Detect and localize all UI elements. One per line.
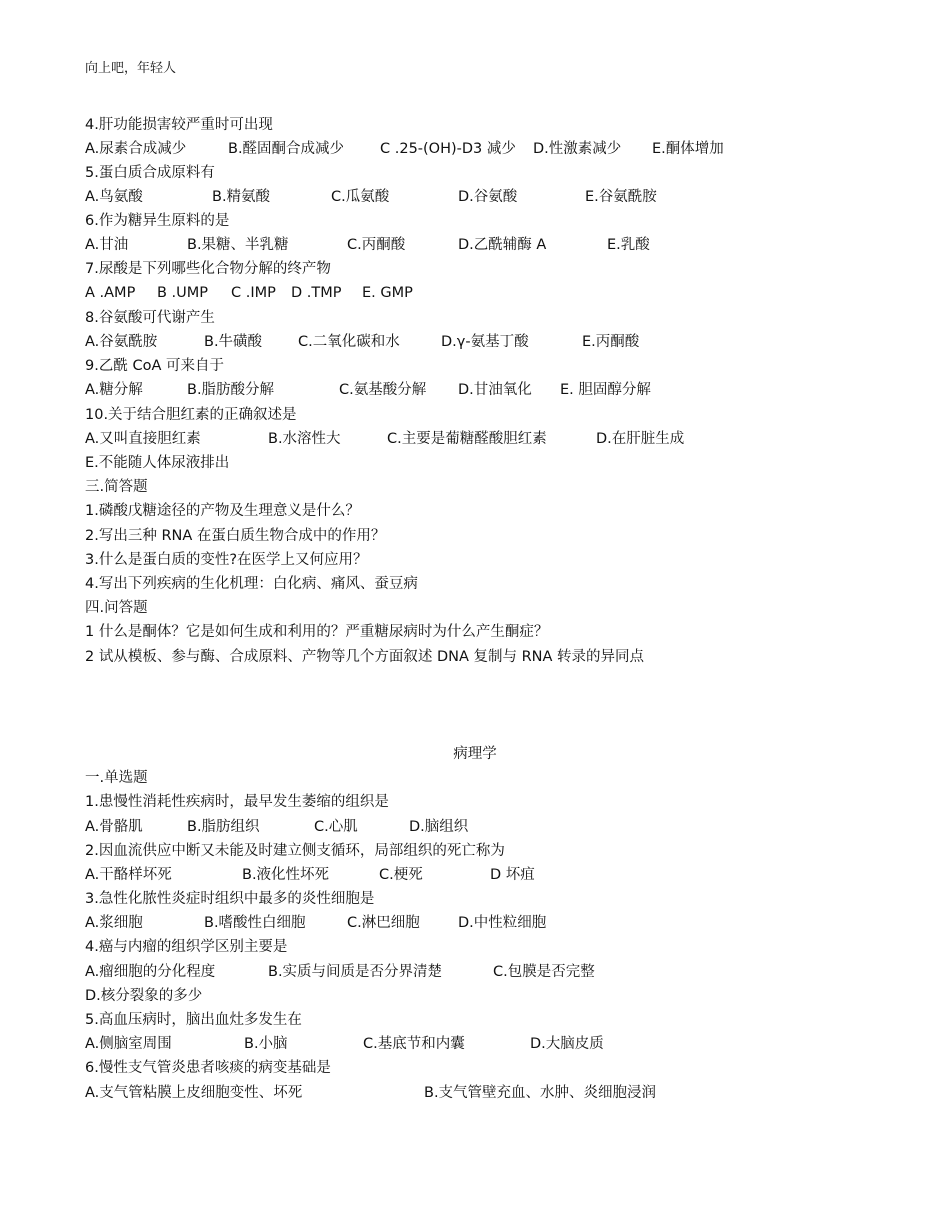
option: D.核分裂象的多少 (85, 988, 203, 1004)
option: A.瘤细胞的分化程度 (85, 964, 216, 980)
option: B.牛磺酸 (204, 334, 263, 350)
option: D.性激素减少 (533, 141, 622, 157)
option: A.又叫直接胆红素 (85, 431, 201, 447)
option: E. 胆固醇分解 (560, 382, 651, 398)
question-stem: 3.急性化脓性炎症时组织中最多的炎性细胞是 (85, 891, 375, 907)
option: E.谷氨酰胺 (585, 189, 657, 205)
option-row (85, 427, 885, 451)
option: B.小脑 (244, 1036, 288, 1052)
option: B .UMP (157, 285, 209, 301)
option-row (85, 911, 885, 935)
question-stem: 7.尿酸是下列哪些化合物分解的终产物 (85, 261, 331, 277)
option: C.丙酮酸 (347, 237, 406, 253)
option: C.瓜氨酸 (331, 189, 390, 205)
short-answer-item: 1.磷酸戊糖途径的产物及生理意义是什么？ (85, 503, 360, 519)
option-row (85, 185, 885, 209)
option: C.二氧化碳和水 (298, 334, 400, 350)
option-row (85, 960, 885, 984)
option: A .AMP (85, 285, 136, 301)
option: C.基底节和内囊 (363, 1036, 465, 1052)
option: C.主要是葡糖醛酸胆红素 (387, 431, 547, 447)
option-row (85, 137, 885, 161)
option: E.丙酮酸 (582, 334, 640, 350)
option: B.果糖、半乳糖 (187, 237, 289, 253)
essay-item: 2 试从模板、参与酶、合成原料、产物等几个方面叙述 DNA 复制与 RNA 转录的异同点 (85, 649, 645, 665)
option: A.骨骼肌 (85, 819, 143, 835)
option: D.中性粒细胞 (458, 915, 547, 931)
option: D .TMP (291, 285, 342, 301)
question-stem: 6.作为糖异生原料的是 (85, 213, 230, 229)
option: E.酮体增加 (652, 141, 724, 157)
option: A.甘油 (85, 237, 129, 253)
option: B.精氨酸 (212, 189, 271, 205)
option-row (85, 378, 885, 402)
question-stem: 6.慢性支气管炎患者咳痰的病变基础是 (85, 1060, 331, 1076)
option: B.醛固酮合成减少 (228, 141, 345, 157)
option: D.甘油氧化 (458, 382, 532, 398)
page-header: 向上吧，年轻人 (85, 61, 177, 76)
question-stem: 4.癌与内瘤的组织学区别主要是 (85, 939, 288, 955)
option: D.乙酰辅酶 A (458, 237, 547, 253)
option: E.乳酸 (607, 237, 650, 253)
essay-item: 1 什么是酮体？它是如何生成和利用的？严重糖尿病时为什么产生酮症？ (85, 624, 549, 640)
option: B.实质与间质是否分界清楚 (268, 964, 443, 980)
question-stem: 9.乙酰 CoA 可来自于 (85, 358, 224, 374)
option: D.在肝脏生成 (596, 431, 685, 447)
option-row (85, 1081, 885, 1105)
option: C .25-(OH)-D3 减少 (380, 141, 516, 157)
option: D.γ-氨基丁酸 (441, 334, 529, 350)
option-row (85, 233, 885, 257)
section-title: 病理学 (453, 746, 497, 762)
option: B.脂肪酸分解 (187, 382, 275, 398)
question-stem: 10.关于结合胆红素的正确叙述是 (85, 407, 297, 423)
option: A.糖分解 (85, 382, 143, 398)
option: A.谷氨酰胺 (85, 334, 158, 350)
option-row (85, 281, 885, 305)
option: A.支气管粘膜上皮细胞变性、坏死 (85, 1085, 303, 1101)
option-row (85, 815, 885, 839)
option: D.大脑皮质 (530, 1036, 604, 1052)
option: E. GMP (362, 285, 413, 301)
option: B.嗜酸性白细胞 (204, 915, 306, 931)
option-row (85, 863, 885, 887)
option: C.包膜是否完整 (493, 964, 595, 980)
option: A.浆细胞 (85, 915, 143, 931)
short-answer-item: 4.写出下列疾病的生化机理：白化病、痛风、蚕豆病 (85, 576, 418, 592)
section-heading: 四.问答题 (85, 600, 148, 616)
option: C.梗死 (379, 867, 423, 883)
option: A.侧脑室周围 (85, 1036, 172, 1052)
option: B.支气管壁充血、水肿、炎细胞浸润 (424, 1085, 657, 1101)
option: C .IMP (231, 285, 276, 301)
question-stem: 5.蛋白质合成原料有 (85, 165, 215, 181)
option: C.淋巴细胞 (347, 915, 420, 931)
short-answer-item: 3.什么是蛋白质的变性?在医学上又何应用？ (85, 552, 368, 568)
option-row (85, 1032, 885, 1056)
question-stem: 5.高血压病时，脑出血灶多发生在 (85, 1012, 302, 1028)
option: D.谷氨酸 (458, 189, 518, 205)
question-stem: 1.患慢性消耗性疾病时，最早发生萎缩的组织是 (85, 794, 389, 810)
option: D.脑组织 (409, 819, 469, 835)
option: B.水溶性大 (268, 431, 341, 447)
option: C.心肌 (314, 819, 358, 835)
option: D 坏疽 (490, 867, 535, 883)
option-row (85, 330, 885, 354)
option: C.氨基酸分解 (339, 382, 427, 398)
question-stem: 4.肝功能损害较严重时可出现 (85, 117, 273, 133)
question-stem: 2.因血流供应中断又未能及时建立侧支循环，局部组织的死亡称为 (85, 843, 505, 859)
option: A.尿素合成减少 (85, 141, 187, 157)
option: A.干酪样坏死 (85, 867, 172, 883)
option: A.鸟氨酸 (85, 189, 143, 205)
question-stem: 8.谷氨酸可代谢产生 (85, 310, 215, 326)
section-heading: 三.简答题 (85, 479, 148, 495)
option: B.液化性坏死 (242, 867, 330, 883)
section-heading: 一.单选题 (85, 770, 148, 786)
short-answer-item: 2.写出三种 RNA 在蛋白质生物合成中的作用？ (85, 528, 386, 544)
option: E.不能随人体尿液排出 (85, 455, 230, 471)
option: B.脂肪组织 (187, 819, 260, 835)
